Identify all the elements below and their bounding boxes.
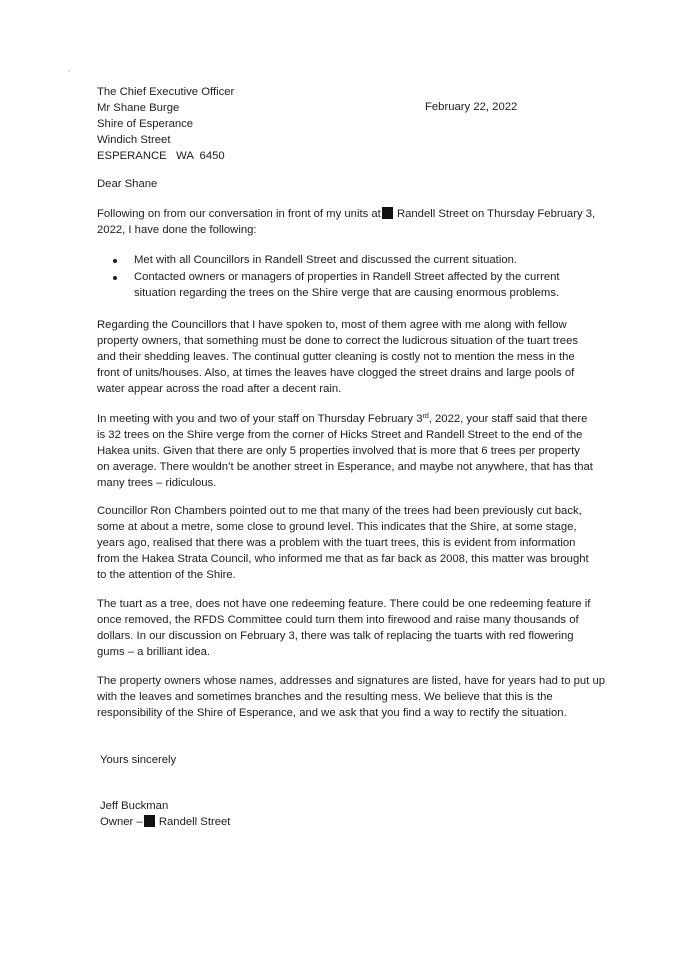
paragraph-meeting — [97, 412, 593, 492]
ordinal-suffix: rd — [422, 413, 429, 420]
redaction-box — [382, 207, 393, 219]
text-segment: Owner – — [100, 815, 143, 828]
paragraph-intro — [97, 207, 596, 239]
paragraph-line: Councillor Ron Chambers pointed out to me that many of the trees had been previously cut back, — [97, 505, 582, 517]
list-item — [113, 253, 573, 269]
bullet-icon — [113, 259, 117, 263]
paragraph-line: some at about a metre, some close to ground level. This indicates that the Shire, at some stage, — [97, 520, 577, 533]
bullet-icon — [113, 276, 117, 280]
paragraph-line: with the leaves and sometimes branches and the resulting mess. We believe that this is the — [97, 690, 553, 703]
recipient-line: ESPERANCE WA 6450 — [97, 149, 225, 162]
paragraph-line: to the attention of the Shire. — [97, 568, 236, 581]
letter-date: February 22, 2022 — [425, 101, 518, 113]
list-item-text: Met with all Councillors in Randell Street and discussed the current situation. — [134, 254, 518, 266]
paragraph-owners — [97, 674, 606, 722]
recipient-line: Mr Shane Burge — [97, 101, 180, 114]
paragraph-line: on average. There wouldn’t be another street in Esperance, and maybe not anywhere, that has that — [97, 460, 593, 473]
paragraph-councillors — [97, 318, 579, 398]
paragraph-line: and their shedding leaves. The continual gutter cleaning is costly not to mention the mess in the — [97, 350, 575, 363]
paragraph-history — [97, 504, 589, 584]
text-segment: , 2022, your staff said that there — [428, 413, 588, 425]
recipient-line: The Chief Executive Officer — [97, 86, 235, 98]
signature-block — [100, 799, 230, 831]
list-item-text: situation regarding the trees on the Shire verge that are causing enormous problems. — [134, 286, 560, 299]
bullet-list — [113, 253, 573, 303]
paragraph-line: property owners, that something must be done to correct the ludicrous situation of the tuart trees — [97, 334, 579, 347]
signer-name: Jeff Buckman — [100, 800, 169, 812]
paragraph-tuart — [97, 597, 591, 661]
list-item-text: Contacted owners or managers of properties in Randell Street affected by the current — [134, 270, 560, 283]
paragraph-line: many trees – ridiculous. — [97, 476, 217, 489]
text-segment: Following on from our conversation in front of my units at — [97, 208, 381, 220]
paragraph-line: once removed, the RFDS Committee could turn them into firewood and raise many thousands of — [97, 613, 579, 626]
recipient-line: Windich Street — [97, 133, 171, 146]
paragraph-line: The tuart as a tree, does not have one redeeming feature. There could be one redeeming feature if — [97, 598, 591, 610]
paragraph-line: is 32 trees on the Shire verge from the corner of Hicks Street and Randell Street to the end of the — [97, 428, 583, 441]
redaction-box — [144, 815, 155, 827]
paragraph-line — [97, 207, 596, 223]
recipient-address — [97, 85, 234, 165]
paragraph-line: responsibility of the Shire of Esperance, and we ask that you find a way to rectify the situation. — [97, 706, 567, 719]
paragraph-line: Regarding the Councillors that I have spoken to, most of them agree with me along with fellow — [97, 319, 567, 331]
paragraph-line: dollars. In our discussion on February 3, there was talk of replacing the tuarts with red flowering — [97, 629, 574, 642]
paragraph-line: water appear across the road after a decent rain. — [97, 382, 342, 395]
recipient-line: Shire of Esperance — [97, 117, 194, 130]
paragraph-line: Hakea units. Given that there are only 5 properties involved that is more that 6 trees per property — [97, 444, 580, 457]
paragraph-line: The property owners whose names, addresses and signatures are listed, have for years had to put up — [97, 675, 606, 687]
greeting: Dear Shane — [97, 178, 158, 190]
text-segment: Randell Street — [155, 815, 231, 828]
paragraph-line: 2022, I have done the following: — [97, 223, 257, 236]
paragraph-line: from the Hakea Strata Council, who informed me that as far back as 2008, this matter was brought — [97, 552, 589, 565]
scan-speck — [68, 70, 70, 72]
list-item — [113, 270, 573, 302]
paragraph-line: gums – a brilliant idea. — [97, 645, 211, 658]
text-segment: In meeting with you and two of your staff on Thursday February 3 — [97, 413, 423, 425]
paragraph-line: front of units/houses. Also, at times the leaves have clogged the street drains and large pools of — [97, 366, 575, 379]
text-segment: Randell Street on Thursday February 3, — [393, 208, 596, 220]
paragraph-line — [97, 412, 588, 428]
closing: Yours sincerely — [100, 754, 177, 766]
paragraph-line: years ago, realised that there was a problem with the tuart trees, this is evident from information — [97, 536, 576, 549]
signer-owner-line — [100, 815, 230, 831]
